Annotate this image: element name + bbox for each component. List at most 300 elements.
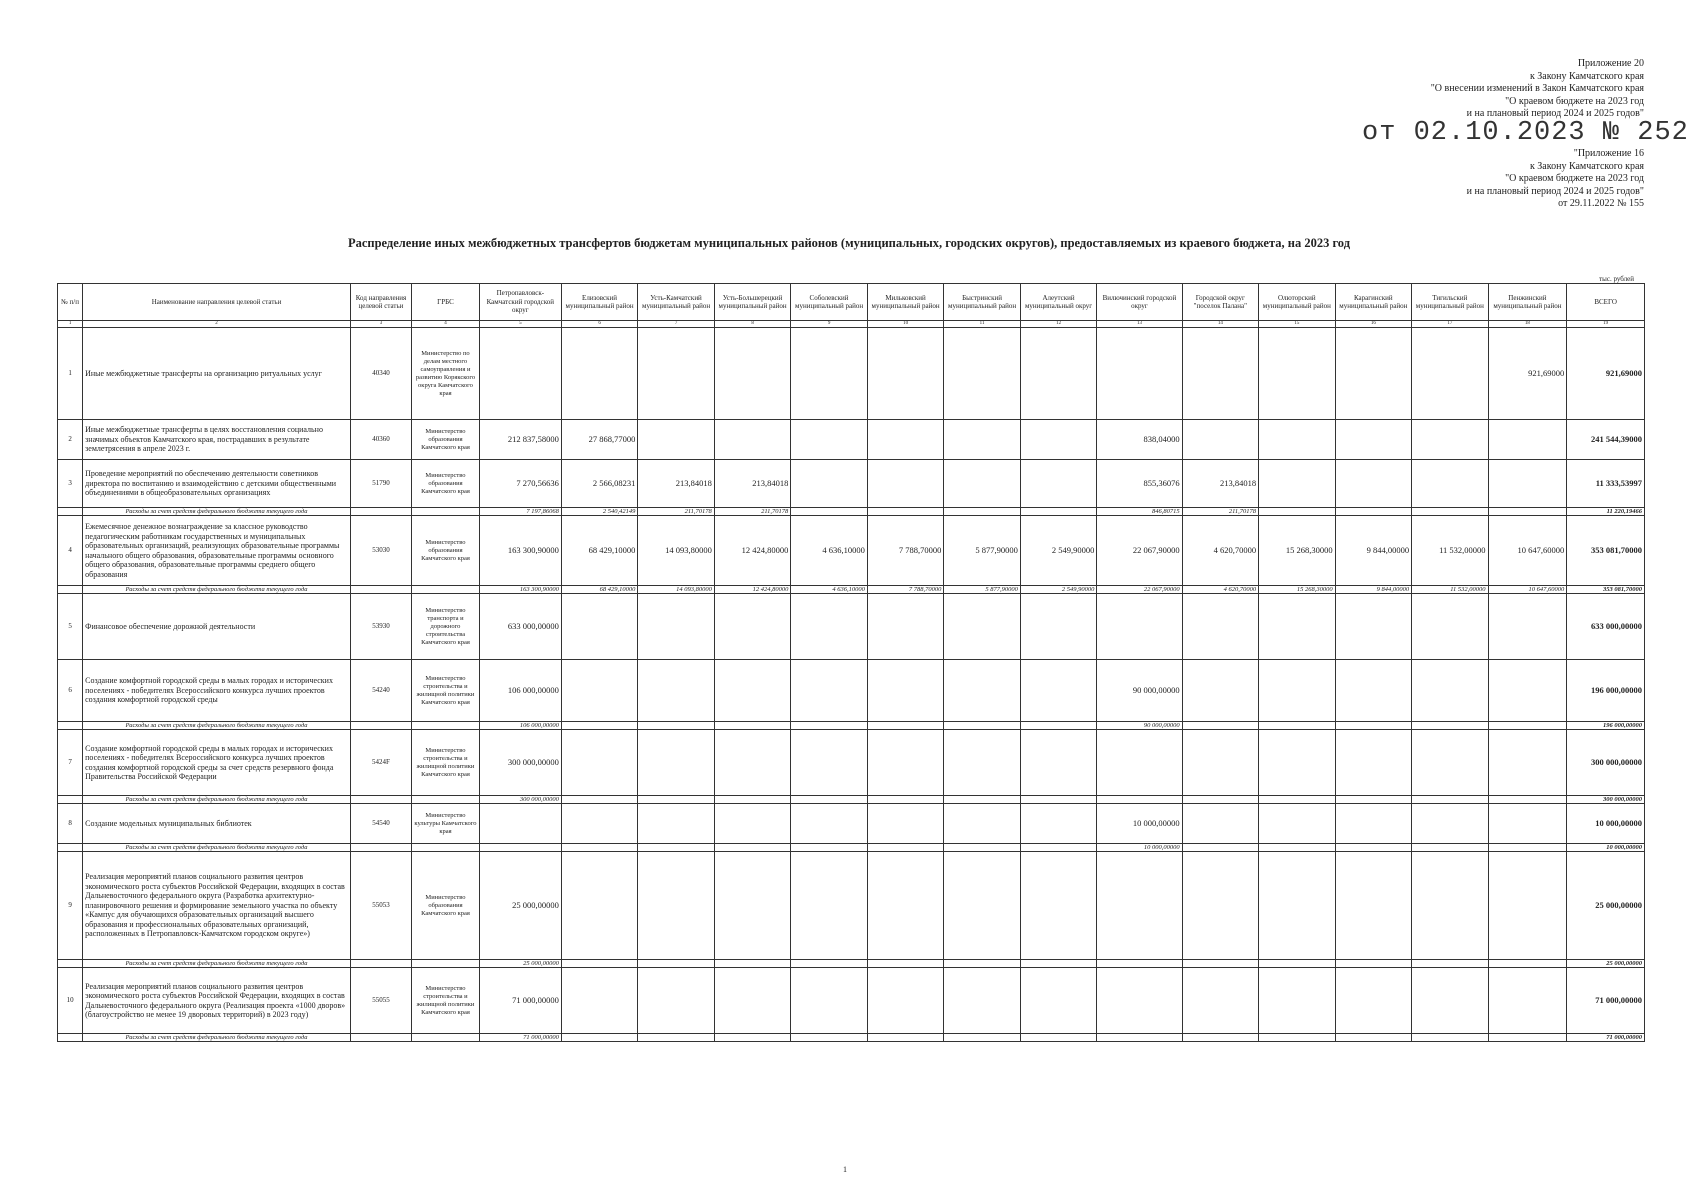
row-value xyxy=(1182,328,1259,420)
subtotal-value xyxy=(1412,960,1489,968)
row-name: Иные межбюджетные трансферты в целях восстановления социально значимых объектов Камчатского края, пострадавших в результате землетрясения в апреле 2023 г. xyxy=(83,420,351,460)
row-value xyxy=(791,804,868,844)
subtotal-row xyxy=(58,1034,1645,1042)
row-value: 71 000,00000 xyxy=(479,968,561,1034)
column-header: ВСЕГО xyxy=(1567,284,1645,321)
subtotal-value xyxy=(1182,1034,1259,1042)
header-line: и на плановый период 2024 и 2025 годов" xyxy=(1466,185,1644,197)
row-value xyxy=(1182,420,1259,460)
row-value xyxy=(561,594,638,660)
subtotal-value xyxy=(1412,722,1489,730)
subtotal-total: 11 220,19466 xyxy=(1567,508,1645,516)
row-value xyxy=(1488,804,1567,844)
column-header: Городской округ "поселок Палана" xyxy=(1182,284,1259,321)
row-total: 921,69000 xyxy=(1567,328,1645,420)
column-header: Мильковский муниципальный район xyxy=(867,284,944,321)
row-value: 12 424,80000 xyxy=(714,516,791,586)
subtotal-blank xyxy=(412,960,480,968)
column-header: Соболевский муниципальный район xyxy=(791,284,868,321)
subtotal-blank xyxy=(350,508,411,516)
row-number: 8 xyxy=(58,804,83,844)
row-value xyxy=(1182,730,1259,796)
row-value xyxy=(638,852,715,960)
subtotal-value xyxy=(1488,960,1567,968)
subtotal-label: Расходы за счет средств федерального бюджета текущего года xyxy=(83,960,351,968)
row-number: 6 xyxy=(58,660,83,722)
row-total: 10 000,00000 xyxy=(1567,804,1645,844)
row-value xyxy=(791,328,868,420)
row-grbs: Министерство транспорта и дорожного строительства Камчатского края xyxy=(412,594,480,660)
row-value xyxy=(1412,420,1489,460)
subtotal-value: 71 000,00000 xyxy=(479,1034,561,1042)
row-value xyxy=(1412,660,1489,722)
subtotal-value xyxy=(1412,796,1489,804)
column-header: Усть-Большерецкий муниципальный район xyxy=(714,284,791,321)
subtotal-blank xyxy=(412,586,480,594)
column-header: Карагинский муниципальный район xyxy=(1335,284,1412,321)
row-name: Реализация мероприятий планов социального развития центров экономического роста субъектов Российской Федерации, входящих в состав Дальневосточного федерального округа (Разработка архитектурно-планировочного решения и формирование земельного участка по объекту «Кампус для обучающихся образовательных организаций высшего образования и профессиональных образовательных организаций, расположенных в Петропавловск-Камчатском городском округе») xyxy=(83,852,351,960)
row-code: 53930 xyxy=(350,594,411,660)
row-value: 68 429,10000 xyxy=(561,516,638,586)
row-value xyxy=(1335,660,1412,722)
column-number: 8 xyxy=(714,321,791,328)
row-value xyxy=(1488,660,1567,722)
subtotal-value xyxy=(1412,508,1489,516)
subtotal-value xyxy=(638,722,715,730)
row-value xyxy=(1097,328,1182,420)
row-value xyxy=(714,328,791,420)
row-value xyxy=(791,852,868,960)
row-name: Создание комфортной городской среды в малых городах и исторических поселениях - победителях Всероссийского конкурса лучших проектов создания комфортной городской среды за счет средств резервного фонда Правительства Российской Федерации xyxy=(83,730,351,796)
row-value xyxy=(714,594,791,660)
document-title: Распределение иных межбюджетных трансфертов бюджетам муниципальных районов (муниципальных, городских округов), предоставляемых из краевого бюджета, на 2023 год xyxy=(347,236,1351,250)
row-value xyxy=(561,968,638,1034)
subtotal-value xyxy=(944,1034,1021,1042)
row-value xyxy=(479,804,561,844)
row-name: Создание комфортной городской среды в малых городах и исторических поселениях - победителях Всероссийского конкурса лучших проектов создания комфортной городской среды xyxy=(83,660,351,722)
subtotal-value: 22 067,90000 xyxy=(1097,586,1182,594)
row-value xyxy=(1412,804,1489,844)
header-line: "О краевом бюджете на 2023 год xyxy=(1505,95,1644,107)
subtotal-value: 90 000,00000 xyxy=(1097,722,1182,730)
row-value xyxy=(1335,968,1412,1034)
subtotal-value xyxy=(791,508,868,516)
subtotal-value xyxy=(1182,796,1259,804)
subtotal-value xyxy=(1335,796,1412,804)
column-number: 10 xyxy=(867,321,944,328)
row-value xyxy=(714,804,791,844)
row-value xyxy=(1020,730,1097,796)
subtotal-blank xyxy=(350,960,411,968)
row-value: 300 000,00000 xyxy=(479,730,561,796)
row-value xyxy=(1020,852,1097,960)
subtotal-total: 71 000,00000 xyxy=(1567,1034,1645,1042)
subtotal-row xyxy=(58,722,1645,730)
row-value xyxy=(867,852,944,960)
column-number: 7 xyxy=(638,321,715,328)
row-value xyxy=(714,730,791,796)
column-number: 16 xyxy=(1335,321,1412,328)
subtotal-value xyxy=(1412,844,1489,852)
column-number: 15 xyxy=(1259,321,1336,328)
subtotal-value xyxy=(561,1034,638,1042)
row-value xyxy=(1259,660,1336,722)
row-value: 5 877,90000 xyxy=(944,516,1021,586)
column-number: 11 xyxy=(944,321,1021,328)
subtotal-value xyxy=(1097,796,1182,804)
row-value xyxy=(1335,594,1412,660)
column-header: Петропавловск-Камчатский городской округ xyxy=(479,284,561,321)
row-value xyxy=(1488,460,1567,508)
subtotal-value xyxy=(1335,844,1412,852)
row-value xyxy=(561,328,638,420)
subtotal-total: 196 000,00000 xyxy=(1567,722,1645,730)
row-value xyxy=(1335,804,1412,844)
subtotal-value: 14 093,80000 xyxy=(638,586,715,594)
row-value xyxy=(867,594,944,660)
subtotal-value: 211,70178 xyxy=(638,508,715,516)
row-value xyxy=(1412,594,1489,660)
row-code: 54240 xyxy=(350,660,411,722)
row-value xyxy=(1259,460,1336,508)
row-value xyxy=(791,460,868,508)
column-header: № п/п xyxy=(58,284,83,321)
subtotal-value xyxy=(1259,844,1336,852)
row-value xyxy=(714,420,791,460)
header-line: "Приложение 16 xyxy=(1573,148,1644,159)
table-row xyxy=(58,420,1645,460)
subtotal-value xyxy=(1020,1034,1097,1042)
subtotal-value xyxy=(561,722,638,730)
row-value xyxy=(1259,420,1336,460)
subtotal-value xyxy=(944,722,1021,730)
row-value xyxy=(1412,968,1489,1034)
subtotal-value: 9 844,00000 xyxy=(1335,586,1412,594)
subtotal-value: 10 000,00000 xyxy=(1097,844,1182,852)
row-total: 241 544,39000 xyxy=(1567,420,1645,460)
header-line: "О внесении изменений в Закон Камчатского края xyxy=(1430,83,1644,94)
row-total: 300 000,00000 xyxy=(1567,730,1645,796)
subtotal-value xyxy=(561,960,638,968)
row-value xyxy=(1412,852,1489,960)
subtotal-value xyxy=(867,1034,944,1042)
row-value xyxy=(867,420,944,460)
subtotal-row xyxy=(58,960,1645,968)
row-code: 54540 xyxy=(350,804,411,844)
subtotal-value xyxy=(1335,960,1412,968)
row-value xyxy=(714,968,791,1034)
header-line: и на плановый период 2024 и 2025 годов" xyxy=(1466,108,1644,119)
subtotal-value xyxy=(791,1034,868,1042)
row-code: 40340 xyxy=(350,328,411,420)
row-value xyxy=(1488,968,1567,1034)
header-line: к Закону Камчатского края xyxy=(1529,160,1644,172)
row-value: 213,84018 xyxy=(714,460,791,508)
column-header: Пенжинский муниципальный район xyxy=(1488,284,1567,321)
subtotal-total: 25 000,00000 xyxy=(1567,960,1645,968)
row-total: 196 000,00000 xyxy=(1567,660,1645,722)
column-header: Усть-Камчатский муниципальный район xyxy=(638,284,715,321)
row-value: 10 000,00000 xyxy=(1097,804,1182,844)
row-total: 25 000,00000 xyxy=(1567,852,1645,960)
subtotal-value xyxy=(1488,796,1567,804)
subtotal-value xyxy=(1488,508,1567,516)
row-value xyxy=(1182,594,1259,660)
subtotal-value xyxy=(791,796,868,804)
row-grbs: Министерство образования Камчатского края xyxy=(412,852,480,960)
row-value xyxy=(1020,804,1097,844)
subtotal-value xyxy=(867,508,944,516)
row-value: 212 837,58000 xyxy=(479,420,561,460)
subtotal-value xyxy=(1259,722,1336,730)
row-value: 11 532,00000 xyxy=(1412,516,1489,586)
row-value: 855,36076 xyxy=(1097,460,1182,508)
row-value xyxy=(638,594,715,660)
row-value xyxy=(791,420,868,460)
subtotal-value: 10 647,60000 xyxy=(1488,586,1567,594)
column-number: 6 xyxy=(561,321,638,328)
row-value xyxy=(1020,660,1097,722)
subtotal-value xyxy=(1259,960,1336,968)
row-number: 5 xyxy=(58,594,83,660)
row-name: Проведение мероприятий по обеспечению деятельности советников директора по воспитанию и взаимодействию с детскими общественными объединениями в общеобразовательных организациях xyxy=(83,460,351,508)
row-value xyxy=(944,852,1021,960)
row-value: 7 270,56636 xyxy=(479,460,561,508)
table-row xyxy=(58,516,1645,586)
row-value xyxy=(867,730,944,796)
row-value xyxy=(1488,730,1567,796)
row-value xyxy=(1182,804,1259,844)
table-row xyxy=(58,328,1645,420)
row-value xyxy=(791,968,868,1034)
subtotal-value xyxy=(638,796,715,804)
column-header: ГРБС xyxy=(412,284,480,321)
subtotal-value xyxy=(944,508,1021,516)
table-row xyxy=(58,968,1645,1034)
row-name: Иные межбюджетные трансферты на организацию ритуальных услуг xyxy=(83,328,351,420)
row-value xyxy=(1182,852,1259,960)
column-number: 5 xyxy=(479,321,561,328)
row-value xyxy=(1097,968,1182,1034)
column-header: Олюторский муниципальный район xyxy=(1259,284,1336,321)
row-value xyxy=(791,730,868,796)
row-number: 10 xyxy=(58,968,83,1034)
row-value xyxy=(1335,328,1412,420)
row-value xyxy=(638,420,715,460)
subtotal-total: 10 000,00000 xyxy=(1567,844,1645,852)
row-value xyxy=(1335,460,1412,508)
subtotal-value xyxy=(1020,722,1097,730)
row-value xyxy=(561,730,638,796)
column-number: 2 xyxy=(83,321,351,328)
subtotal-value xyxy=(1020,796,1097,804)
subtotal-value: 163 300,90000 xyxy=(479,586,561,594)
table-row xyxy=(58,852,1645,960)
subtotal-value xyxy=(791,960,868,968)
subtotal-row xyxy=(58,844,1645,852)
subtotal-value xyxy=(1335,722,1412,730)
row-value xyxy=(1020,594,1097,660)
column-number: 1 xyxy=(58,321,83,328)
subtotal-value: 846,80715 xyxy=(1097,508,1182,516)
row-number: 9 xyxy=(58,852,83,960)
row-number: 3 xyxy=(58,460,83,508)
column-number: 13 xyxy=(1097,321,1182,328)
subtotal-value: 2 540,42149 xyxy=(561,508,638,516)
table-row xyxy=(58,730,1645,796)
table-header xyxy=(58,284,1645,328)
row-value: 4 636,10000 xyxy=(791,516,868,586)
column-headers-row xyxy=(58,284,1645,321)
row-grbs: Министерство культуры Камчатского края xyxy=(412,804,480,844)
row-value: 9 844,00000 xyxy=(1335,516,1412,586)
subtotal-value: 5 877,90000 xyxy=(944,586,1021,594)
subtotal-blank xyxy=(350,722,411,730)
subtotal-value: 25 000,00000 xyxy=(479,960,561,968)
subtotal-label: Расходы за счет средств федерального бюджета текущего года xyxy=(83,844,351,852)
subtotal-value xyxy=(791,844,868,852)
row-number: 1 xyxy=(58,328,83,420)
subtotal-blank xyxy=(350,1034,411,1042)
row-value: 163 300,90000 xyxy=(479,516,561,586)
subtotal-label: Расходы за счет средств федерального бюджета текущего года xyxy=(83,796,351,804)
row-grbs: Министерство строительства и жилищной политики Камчатского края xyxy=(412,968,480,1034)
row-number: 2 xyxy=(58,420,83,460)
row-value xyxy=(944,660,1021,722)
row-code: 53030 xyxy=(350,516,411,586)
subtotal-value: 4 636,10000 xyxy=(791,586,868,594)
row-value: 15 268,30000 xyxy=(1259,516,1336,586)
row-value xyxy=(1412,460,1489,508)
row-value: 2 549,90000 xyxy=(1020,516,1097,586)
subtotal-value xyxy=(1182,844,1259,852)
subtotal-value: 211,70178 xyxy=(714,508,791,516)
registration-stamp: от 02.10.2023 № 252 xyxy=(1362,118,1689,148)
row-code: 55053 xyxy=(350,852,411,960)
subtotal-value: 4 620,70000 xyxy=(1182,586,1259,594)
column-number: 3 xyxy=(350,321,411,328)
subtotal-value xyxy=(1488,722,1567,730)
subtotal-value xyxy=(561,844,638,852)
subtotal-value xyxy=(1488,844,1567,852)
column-number: 17 xyxy=(1412,321,1489,328)
subtotal-value xyxy=(1097,1034,1182,1042)
subtotal-value xyxy=(1097,960,1182,968)
subtotal-value xyxy=(867,722,944,730)
row-value: 106 000,00000 xyxy=(479,660,561,722)
header-line: Приложение 20 xyxy=(1577,58,1644,69)
row-value xyxy=(791,594,868,660)
subtotal-value: 211,70178 xyxy=(1182,508,1259,516)
row-value xyxy=(714,660,791,722)
row-value xyxy=(638,804,715,844)
page-number: 1 xyxy=(843,1165,847,1174)
subtotal-blank xyxy=(412,508,480,516)
row-value xyxy=(944,328,1021,420)
subtotal-row xyxy=(58,586,1645,594)
subtotal-blank xyxy=(350,844,411,852)
row-total: 633 000,00000 xyxy=(1567,594,1645,660)
row-value xyxy=(714,852,791,960)
row-value xyxy=(1488,420,1567,460)
row-value: 7 788,70000 xyxy=(867,516,944,586)
column-number: 19 xyxy=(1567,321,1645,328)
row-value xyxy=(1020,328,1097,420)
row-total: 353 081,70000 xyxy=(1567,516,1645,586)
column-number: 9 xyxy=(791,321,868,328)
subtotal-value xyxy=(1412,1034,1489,1042)
subtotal-value: 7 788,70000 xyxy=(867,586,944,594)
row-value xyxy=(638,328,715,420)
row-value xyxy=(1182,660,1259,722)
subtotal-blank xyxy=(412,844,480,852)
row-code: 5424F xyxy=(350,730,411,796)
subtotal-blank xyxy=(58,1034,83,1042)
row-value xyxy=(944,730,1021,796)
subtotal-value xyxy=(791,722,868,730)
row-value xyxy=(944,594,1021,660)
row-value xyxy=(1097,852,1182,960)
appendix-header xyxy=(1124,58,1644,121)
subtotal-value xyxy=(638,960,715,968)
row-value xyxy=(1335,852,1412,960)
row-value xyxy=(1020,968,1097,1034)
row-grbs: Министерство строительства и жилищной политики Камчатского края xyxy=(412,730,480,796)
row-value xyxy=(1259,804,1336,844)
subtotal-value: 7 197,86068 xyxy=(479,508,561,516)
row-value xyxy=(1412,730,1489,796)
subtotal-value: 106 000,00000 xyxy=(479,722,561,730)
subtotal-value xyxy=(1259,796,1336,804)
row-value: 25 000,00000 xyxy=(479,852,561,960)
row-total: 11 333,53997 xyxy=(1567,460,1645,508)
subtotal-value xyxy=(1020,844,1097,852)
subtotal-value xyxy=(1335,1034,1412,1042)
row-name: Создание модельных муниципальных библиотек xyxy=(83,804,351,844)
subtotal-blank xyxy=(350,586,411,594)
row-value xyxy=(1488,852,1567,960)
row-value xyxy=(1097,730,1182,796)
row-value xyxy=(867,328,944,420)
subtotal-value: 11 532,00000 xyxy=(1412,586,1489,594)
row-value xyxy=(479,328,561,420)
row-value xyxy=(867,968,944,1034)
row-value xyxy=(944,460,1021,508)
subtotal-blank xyxy=(412,722,480,730)
subtotal-value: 68 429,10000 xyxy=(561,586,638,594)
subtotal-value xyxy=(1335,508,1412,516)
subtotal-value xyxy=(561,796,638,804)
row-grbs: Министерство образования Камчатского края xyxy=(412,460,480,508)
table-row xyxy=(58,660,1645,722)
row-value xyxy=(1259,594,1336,660)
subtotal-value xyxy=(714,844,791,852)
row-number: 4 xyxy=(58,516,83,586)
subtotal-value xyxy=(714,1034,791,1042)
subtotal-value xyxy=(1182,960,1259,968)
column-header: Вилючинский городской округ xyxy=(1097,284,1182,321)
column-number: 12 xyxy=(1020,321,1097,328)
subtotal-blank xyxy=(412,1034,480,1042)
header-line: к Закону Камчатского края xyxy=(1529,70,1644,82)
row-name: Реализация мероприятий планов социального развития центров экономического роста субъектов Российской Федерации, входящих в состав Дальневосточного федерального округа (Реализация проекта «1000 дворов» (благоустройство не менее 19 дворовых территорий) в 2023 году) xyxy=(83,968,351,1034)
subtotal-blank xyxy=(58,722,83,730)
subtotal-total: 353 081,70000 xyxy=(1567,586,1645,594)
subtotal-value xyxy=(714,960,791,968)
subtotal-blank xyxy=(58,586,83,594)
row-value xyxy=(944,420,1021,460)
row-value xyxy=(1182,968,1259,1034)
